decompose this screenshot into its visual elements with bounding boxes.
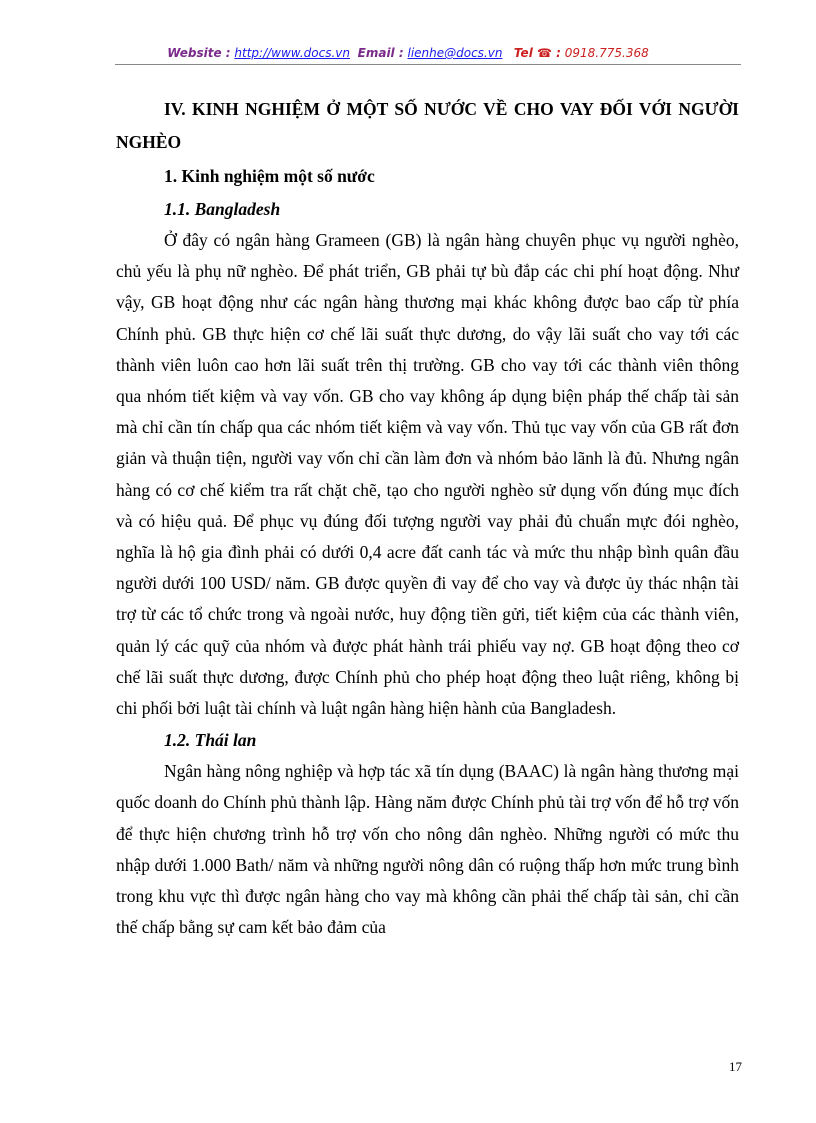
paragraph-bangladesh: Ở đây có ngân hàng Grameen (GB) là ngân hàng chuyên phục vụ người nghèo, chủ yếu là phụ nữ nghèo. Để phát triển, GB phải tự bù đắp các chi phí hoạt động. Như vậy, GB hoạt động như các ngân hàng thương mại khác không được bao cấp từ phía Chính phủ. GB thực hiện cơ chế lãi suất thực dương, do vậy lãi suất cho vay tới các thành viên luôn cao hơn lãi suất trên thị trường. GB cho vay tới các thành viên thông qua nhóm tiết kiệm và vay vốn. GB cho vay không áp dụng biện pháp thế chấp tài sản mà chỉ cần tín chấp qua các nhóm tiết kiệm và vay vốn. Thủ tục vay vốn của GB rất đơn giản và thuận tiện, người vay vốn chỉ cần làm đơn và nhóm bảo lãnh là đủ. Nhưng ngân hàng có cơ chế kiểm tra rất chặt chẽ, tạo cho người nghèo sử dụng vốn đúng mục đích và có hiệu quả. Để phục vụ đúng đối tượng người vay phải đủ chuẩn mực đói nghèo, nghĩa là hộ gia đình phải có dưới 0,4 acre đất canh tác và mức thu nhập bình quân đầu người dưới 100 USD/ năm. GB được quyền đi vay để cho vay và được ủy thác nhận tài trợ từ các tổ chức trong và ngoài nước, huy động tiền gửi, tiết kiệm của các thành viên, quản lý các quỹ của nhóm và được phát hành trái phiếu vay nợ. GB hoạt động theo cơ chế lãi suất thực dương, được Chính phủ cho phép hoạt động theo luật riêng, không bị chi phối bởi luật tài chính và luật ngân hàng hiện hành của Bangladesh. xyxy=(116,230,739,719)
website-label: Website : xyxy=(167,46,231,60)
paragraph-thailand: Ngân hàng nông nghiệp và hợp tác xã tín dụng (BAAC) là ngân hàng thương mại quốc doanh do Chính phủ thành lập. Hàng năm được Chính phủ tài trợ vốn để hỗ trợ vốn để thực hiện chương trình hỗ trợ vốn cho nông dân nghèo. Những người có mức thu nhập dưới 1.000 Bath/ năm và những người nông dân có ruộng thấp hơn mức trung bình trong khu vực thì được ngân hàng cho vay mà không cần phải thế chấp tài sản, chỉ cần thế chấp bằng sự cam kết bảo đảm của xyxy=(116,761,739,938)
email-label: Email : xyxy=(357,46,404,60)
document-body xyxy=(116,93,739,943)
page-header xyxy=(0,46,816,60)
tel-label: Tel ☎ : xyxy=(513,46,561,60)
page-number: 17 xyxy=(729,1059,742,1074)
tel-value: 0918.775.368 xyxy=(564,46,649,60)
section-heading: IV. KINH NGHIỆM Ở MỘT SỐ NƯỚC VỀ CHO VAY ĐỐI VỚI NGƯỜI NGHÈO xyxy=(116,99,739,152)
subheading-experience: 1. Kinh nghiệm một số nước xyxy=(164,166,375,186)
header-divider xyxy=(115,64,741,65)
website-link[interactable]: http://www.docs.vn xyxy=(234,46,350,60)
subheading-thailand: 1.2. Thái lan xyxy=(164,730,257,751)
subheading-bangladesh: 1.1. Bangladesh xyxy=(164,199,281,219)
email-link[interactable]: lienhe@docs.vn xyxy=(407,46,503,60)
